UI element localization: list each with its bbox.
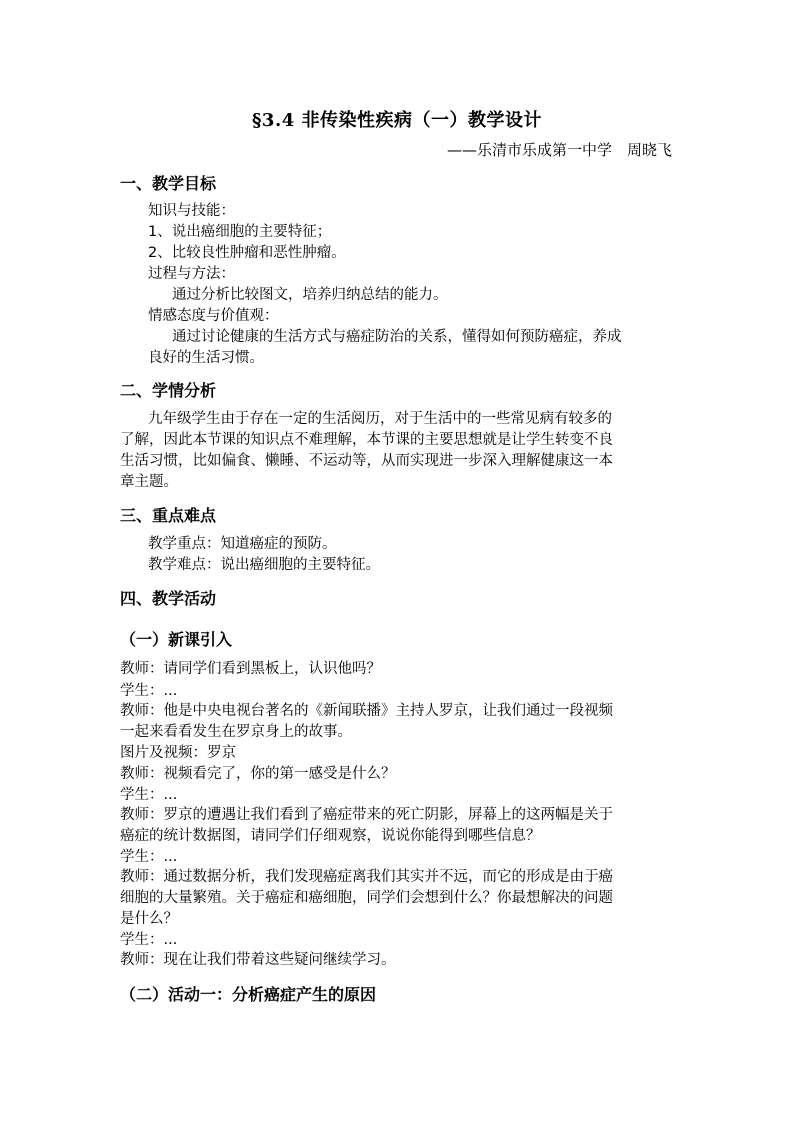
dialogue-line: 教师：罗京的遭遇让我们看到了癌症带来的死亡阴影，屏幕上的这两幅是关于 [120, 807, 613, 823]
paragraph-line: 1、说出癌细胞的主要特征； [148, 224, 332, 240]
document-title: §3.4 非传染性疾病（一）教学设计 [252, 110, 542, 131]
dialogue-line: 教师：视频看完了，你的第一感受是什么？ [120, 766, 396, 782]
section-heading-objectives: 一、教学目标 [120, 174, 217, 193]
paragraph-line: 通过分析比较图文，培养归纳总结的能力。 [172, 287, 448, 303]
dialogue-line: 学生：... [120, 849, 178, 865]
dialogue-line: 教师：通过数据分析，我们发现癌症离我们其实并不远，而它的形成是由于癌 [120, 869, 613, 885]
dialogue-line: 是什么？ [120, 911, 178, 927]
dialogue-line: 学生：... [120, 787, 178, 803]
author-line: ——乐清市乐成第一中学 周晓飞 [446, 141, 672, 159]
subsection-heading-intro: （一）新课引入 [120, 630, 233, 649]
paragraph-line: 过程与方法： [148, 266, 235, 282]
dialogue-line: 癌症的统计数据图，请同学们仔细观察，说说你能得到哪些信息？ [120, 828, 541, 844]
dialogue-line: 教师：现在让我们带着这些疑问继续学习。 [120, 952, 396, 968]
subsection-heading-activity-one: （二）活动一：分析癌症产生的原因 [120, 985, 377, 1004]
section-heading-key-points: 三、重点难点 [120, 506, 217, 525]
paragraph-line: 章主题。 [120, 474, 178, 490]
dialogue-line: 一起来看看发生在罗京身上的故事。 [120, 724, 352, 740]
dialogue-line: 图片及视频：罗京 [120, 745, 236, 761]
paragraph-line: 生活习惯，比如偏食、懒睡、不运动等，从而实现进一步深入理解健康这一本 [120, 453, 613, 469]
paragraph-line: 教学难点：说出癌细胞的主要特征。 [148, 557, 380, 573]
dialogue-line: 学生：... [120, 932, 178, 948]
paragraph-line: 了解，因此本节课的知识点不难理解，本节课的主要思想就是让学生转变不良 [120, 432, 613, 448]
paragraph-line: 九年级学生由于存在一定的生活阅历，对于生活中的一些常见病有较多的 [148, 411, 612, 427]
dialogue-line: 细胞的大量繁殖。关于癌症和癌细胞，同学们会想到什么？你最想解决的问题 [120, 890, 613, 906]
dialogue-line: 教师：请同学们看到黑板上，认识他吗？ [120, 661, 381, 677]
paragraph-line: 通过讨论健康的生活方式与癌症防治的关系，懂得如何预防癌症，养成 [172, 329, 622, 345]
paragraph-line: 情感态度与价值观： [148, 308, 279, 324]
dialogue-line: 教师：他是中央电视台著名的《新闻联播》主持人罗京，让我们通过一段视频 [120, 703, 613, 719]
paragraph-line: 知识与技能： [148, 203, 235, 219]
section-heading-analysis: 二、学情分析 [120, 381, 217, 400]
paragraph-line: 教学重点：知道癌症的预防。 [148, 536, 337, 552]
paragraph-line: 2、比较良性肿瘤和恶性肿瘤。 [148, 245, 346, 261]
paragraph-line: 良好的生活习惯。 [148, 350, 264, 366]
section-heading-activities: 四、教学活动 [120, 589, 217, 608]
dialogue-line: 学生：... [120, 683, 178, 699]
